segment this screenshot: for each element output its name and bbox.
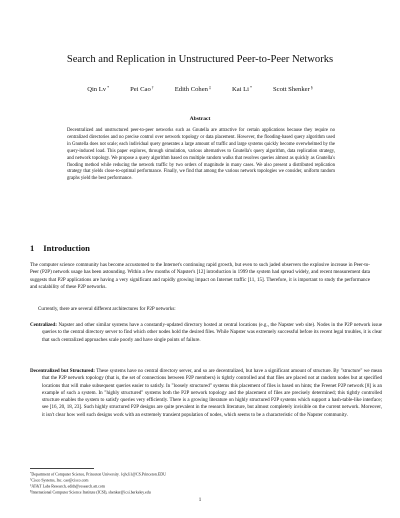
author-mark: *	[249, 85, 252, 90]
author-list	[0, 83, 400, 94]
item-text: These systems have no central directory server, and so are decentralized, but have a significant amount of structure. By "structure" we mean that the P2P network topology (that is, the set of connections between P2P members) is tightly controlled and that files are placed not at random nodes but at specified locations that will make subsequent queries easier to satisfy. In "loosely structured" systems this placement of files is based on hints; the Freenet P2P network [8] is an example of such a system. In "highly structured" systems both the P2P network topology and the placement of files are precisely determined; this tightly controlled structure enables the system to satisfy queries very efficiently. There is a growing literature on highly structured P2P systems which support a hash-table-like interface; see [16, 20, 18, 23]. Such highly structured P2P designs are quite prevalent in the research literature, but almost completely invisible on the current network. Moreover, it isn't clear how well such designs work with an extremely transient population of nodes, which seems to be a characteristic of the Napster community.	[42, 368, 382, 418]
footnote-text: International Computer Science Institute (ICSI), shenker@icsi.berkeley.edu	[31, 489, 151, 495]
footnote-mark: *	[30, 472, 32, 475]
author-mark: ‡	[208, 85, 211, 90]
footnote-mark: †	[30, 478, 32, 481]
item-term: Decentralized but Structured:	[30, 368, 95, 374]
section-title: Introduction	[43, 243, 90, 253]
paper-title: Search and Replication in Unstructured Peer-to-Peer Networks	[66, 54, 334, 65]
intro-paragraph: The computer science community has become accustomed to the Internet's continuing rapid growth, but even to such jaded observers the explosive increase in Peer-to-Peer (P2P) network usage has been astounding. Within a few months of Napster's [12] introduction in 1999 the system had spread widely, and recent measurement data suggests that P2P applications are having a very significant and rapidly growing impact on Internet traffic [11, 15]. Therefore, it is important to study the performance and scalability of these P2P networks.	[30, 262, 370, 290]
footnote-text: AT&T Labs Research, edith@research.att.com	[31, 483, 105, 489]
author	[87, 83, 109, 94]
intro-paragraph: Currently, there are several different architectures for P2P networks:	[38, 306, 176, 312]
architecture-item	[30, 322, 382, 344]
author-mark: †	[151, 85, 154, 90]
abstract-heading: Abstract	[189, 116, 211, 122]
author-mark: §	[310, 85, 313, 90]
author	[273, 83, 313, 94]
author-name: Pei Cao	[130, 86, 151, 93]
abstract-text: Decentralized and unstructured peer-to-peer networks such as Gnutella are attractive for certain applications because they require no centralized directories and no precise control over network topology or data placement. However, the flooding-based query algorithm used in Gnutella does not scale; each individual query generates a large amount of traffic and large systems quickly become overwhelmed by the query-induced load. This paper explores, through simulation, various alternatives to Gnutella's query algorithm, data replication strategy, and network topology. We propose a query algorithm based on multiple random walks that resolves queries almost as quickly as Gnutella's flooding method while reducing the network traffic by two orders of magnitude in many cases. We also present a distributed replication strategy that yields close-to-optimal performance. Finally, we find that among the various network topologies we consider, uniform random graphs yield the best performance.	[67, 128, 335, 182]
footnote-rule	[30, 468, 94, 469]
architecture-item	[30, 368, 382, 419]
footnotes	[30, 471, 370, 495]
item-term: Centralized:	[30, 322, 57, 328]
author-name: Scott Shenker	[272, 86, 310, 93]
footnote	[30, 489, 370, 495]
author	[175, 83, 211, 94]
author-name: Kai Li	[231, 86, 249, 93]
footnote-mark: §	[30, 490, 32, 493]
author	[232, 83, 252, 94]
footnote-text: Cisco Systems, Inc. cao@cisco.com	[31, 477, 89, 483]
section-heading	[30, 243, 90, 253]
author-mark: *	[107, 85, 110, 90]
section-number: 1	[30, 243, 35, 253]
footnote-mark: ‡	[30, 484, 32, 487]
author	[130, 83, 154, 94]
footnote-text: Department of Computer Science, Princeton University. {qlv,li}@CS.Princeton.EDU	[31, 471, 166, 477]
author-name: Qin Lv	[87, 86, 107, 93]
page-number: 1	[198, 498, 202, 503]
item-text: Napster and other similar systems have a constantly-updated directory hosted at central locations (e.g., the Napster web site). Nodes in the P2P network issue queries to the central directory server to find which other nodes hold the desired files. While Napster was extremely successful before its recent legal troubles, it is clear that such centralized approaches scale poorly and have single points of failure.	[42, 322, 382, 343]
author-name: Edith Cohen	[174, 86, 208, 93]
